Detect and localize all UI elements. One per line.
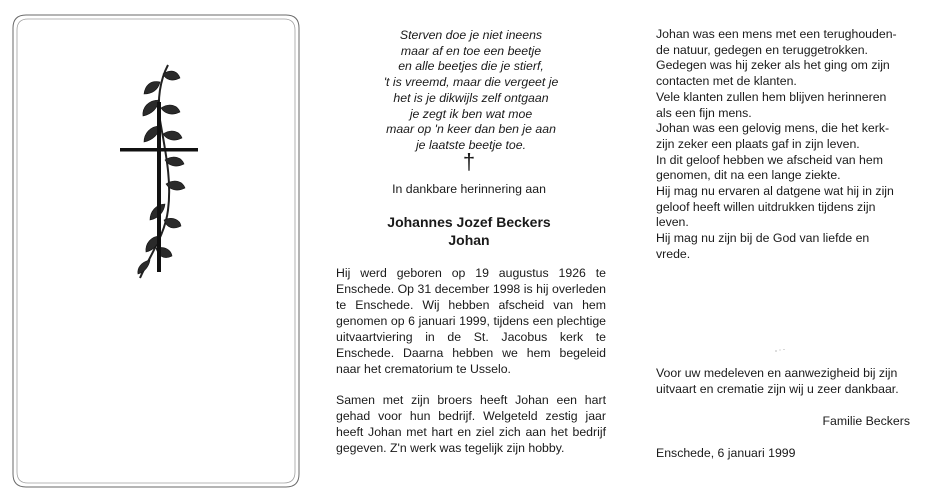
character-text <box>656 27 910 263</box>
poem-line: je laatste beetje toe. <box>415 137 527 152</box>
text-line: Hij mag nu ervaren al datgene wat hij in zijn <box>656 184 894 199</box>
text-line: zijn zeker een plaats gaf in zijn leven. <box>656 136 860 151</box>
biography <box>336 265 606 471</box>
text-line: Johan was een gelovig mens, die het kerk- <box>656 121 890 136</box>
cover-panel <box>0 0 312 500</box>
full-name: Johannes Jozef Beckers <box>387 214 551 230</box>
text-line: als een fijn mens. <box>656 105 752 120</box>
poem-line: je zegt ik ben wat moe <box>409 106 533 121</box>
place-date: Enschede, 6 januari 1999 <box>656 446 796 460</box>
poem-panel <box>312 0 626 500</box>
called-name: Johan <box>448 232 490 248</box>
in-memory-heading: In dankbare herinnering aan <box>392 182 546 196</box>
cross-with-palm-icon <box>110 60 210 290</box>
thanks-text <box>656 365 910 397</box>
deceased-name <box>312 213 626 249</box>
thanks-line: Voor uw medeleven en aanwezigheid bij zijn <box>656 366 898 380</box>
poem-line: maar af en toe een beetje <box>400 43 542 58</box>
poem <box>337 28 605 154</box>
text-line: vrede. <box>656 246 691 261</box>
text-line: Gedegen was hij zeker als het ging om zijn <box>656 58 890 73</box>
poem-line: 't is vreemd, maar die vergeet je <box>383 75 559 90</box>
poem-line: Sterven doe je niet ineens <box>399 28 543 42</box>
thanks-line: uitvaart en crematie zijn wij u zeer dankbaar. <box>656 382 899 396</box>
family-signature: Familie Beckers <box>822 414 910 428</box>
biography-paragraph: Samen met zijn broers heeft Johan een hart gehad voor hun bedrijf. Welgeteld zestig jaar heeft Johan met hart en ziel zich aan het bedrijf gegeven. Z'n werk was tegelijk zijn hobby. <box>336 393 606 455</box>
poem-line: maar op 'n keer dan ben je aan <box>386 122 556 137</box>
biography-paragraph: Hij werd geboren op 19 augustus 1926 te Enschede. Op 31 december 1998 is hij overleden te Enschede. Wij hebben afscheid van hem genomen op 6 januari 1999, tijdens een plechtige uitvaartviering in de St. Jacobus kerk te Enschede. Daarna hebben we hem begeleid naar het crematorium te Usselo. <box>336 266 606 376</box>
text-line: Hij mag nu zijn bij de God van liefde en <box>656 231 870 246</box>
poem-line: en alle beetjes die je stierf, <box>398 59 544 74</box>
closing-panel <box>626 0 942 500</box>
poem-line: het is je dikwijls zelf ontgaan <box>393 90 549 105</box>
text-line: geloof heeft willen uitdrukken tijdens zijn <box>656 199 876 214</box>
text-line: contacten met de klanten. <box>656 74 797 89</box>
text-line: In dit geloof hebben we afscheid van hem <box>656 152 883 167</box>
print-speck <box>774 348 788 352</box>
dagger-icon: † <box>462 149 476 174</box>
text-line: genomen, dit na een lange ziekte. <box>656 168 841 183</box>
text-line: leven. <box>656 215 689 230</box>
text-line: Johan was een mens met een terughouden- <box>656 27 897 41</box>
text-line: Vele klanten zullen hem blijven herinneren <box>656 89 887 104</box>
text-line: de natuur, gedegen en teruggetrokken. <box>656 42 868 57</box>
